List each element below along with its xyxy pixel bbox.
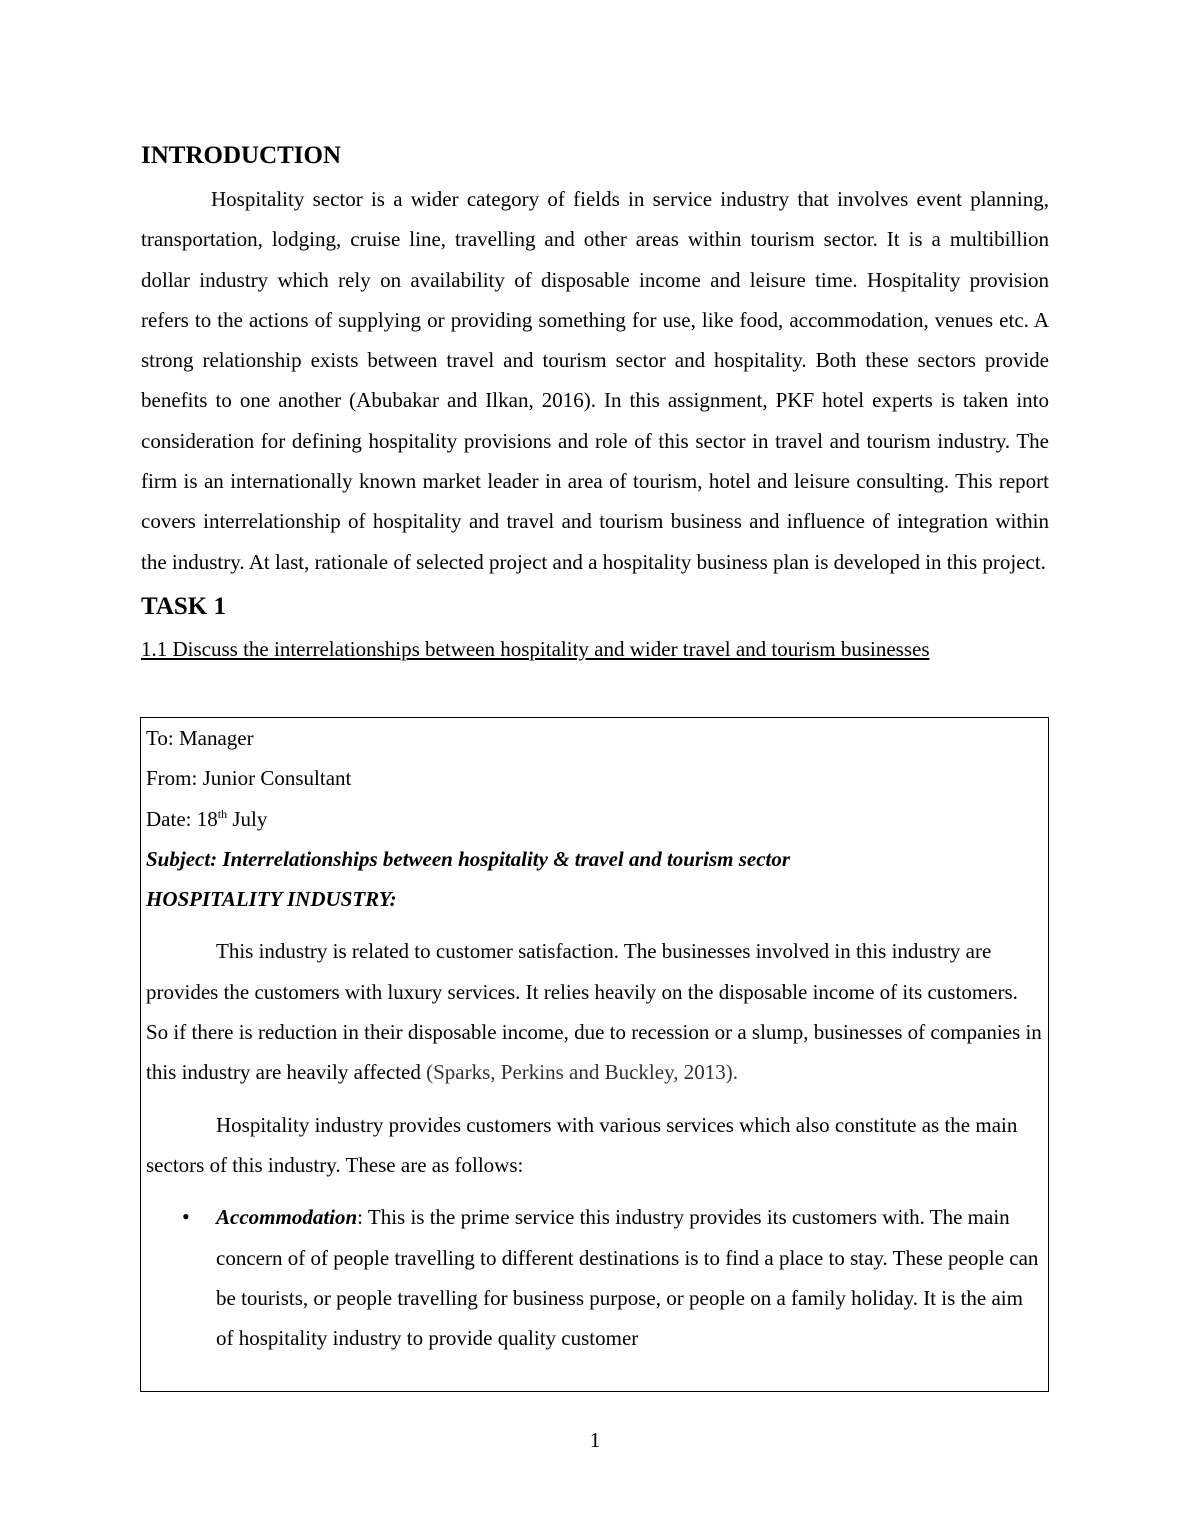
- list-item-accommodation: [146, 1197, 1043, 1358]
- memo-date-prefix: Date: 18: [146, 806, 218, 831]
- memo-paragraph-1-text: This industry is related to customer satisfaction. The businesses involved in this industry are provides the customers with luxury services. It relies heavily on the disposable income of its customers. So if there is reduction in their disposable income, due to recession or a slump, businesses of companies in this industry are heavily affected: [146, 939, 1042, 1085]
- bullet-text: : This is the prime service this industry provides its customers with. The main concern of of people travelling to different destinations is to find a place to stay. These people can be tourists, or people travelling for business purpose, or people on a family holiday. It is the aim of hospitality industry to provide quality customer: [216, 1205, 1039, 1351]
- memo-from: From: Junior Consultant: [146, 766, 352, 791]
- task-subheading: 1.1 Discuss the interrelationships between hospitality and wider travel and tourism businesses: [141, 636, 930, 661]
- memo-box: [140, 717, 1049, 1392]
- introduction-paragraph: Hospitality sector is a wider category of fields in service industry that involves event planning, transportation, lodging, cruise line, travelling and other areas within tourism sector. It is a multibillion dollar industry which rely on availability of disposable income and leisure time. Hospitality provision refers to the actions of supplying or providing something for use, like food, accommodation, venues etc. A strong relationship exists between travel and tourism sector and hospitality. Both these sectors provide benefits to one another (Abubakar and Ilkan, 2016). In this assignment, PKF hotel experts is taken into consideration for defining hospitality provisions and role of this sector in travel and tourism industry. The firm is an internationally known market leader in area of tourism, hotel and leisure consulting. This report covers interrelationship of hospitality and travel and tourism business and influence of integration within the industry. At last, rationale of selected project and a hospitality business plan is developed in this project.: [141, 187, 1049, 574]
- memo-paragraph-1: [146, 931, 1043, 1092]
- introduction-heading: INTRODUCTION: [141, 142, 342, 169]
- memo-date: [146, 799, 1043, 839]
- memo-date-suffix: July: [227, 806, 268, 831]
- memo-section-title: HOSPITALITY INDUSTRY:: [146, 887, 397, 912]
- memo-paragraph-2: Hospitality industry provides customers with various services which also constitute as the main sectors of this industry. These are as follows:: [146, 1112, 1018, 1177]
- bullet-term: Accommodation: [216, 1205, 358, 1230]
- memo-date-superscript: th: [217, 806, 228, 821]
- page-number: 1: [589, 1428, 601, 1452]
- memo-paragraph-1-citation: (Sparks, Perkins and Buckley, 2013).: [426, 1060, 738, 1085]
- services-list: [146, 1197, 1043, 1358]
- task-heading: TASK 1: [141, 592, 226, 620]
- memo-to: To: Manager: [146, 726, 254, 750]
- memo-subject: Subject: Interrelationships between hospitality & travel and tourism sector: [146, 846, 791, 871]
- document-body: [141, 138, 1049, 664]
- bullet-icon: •: [182, 1204, 190, 1230]
